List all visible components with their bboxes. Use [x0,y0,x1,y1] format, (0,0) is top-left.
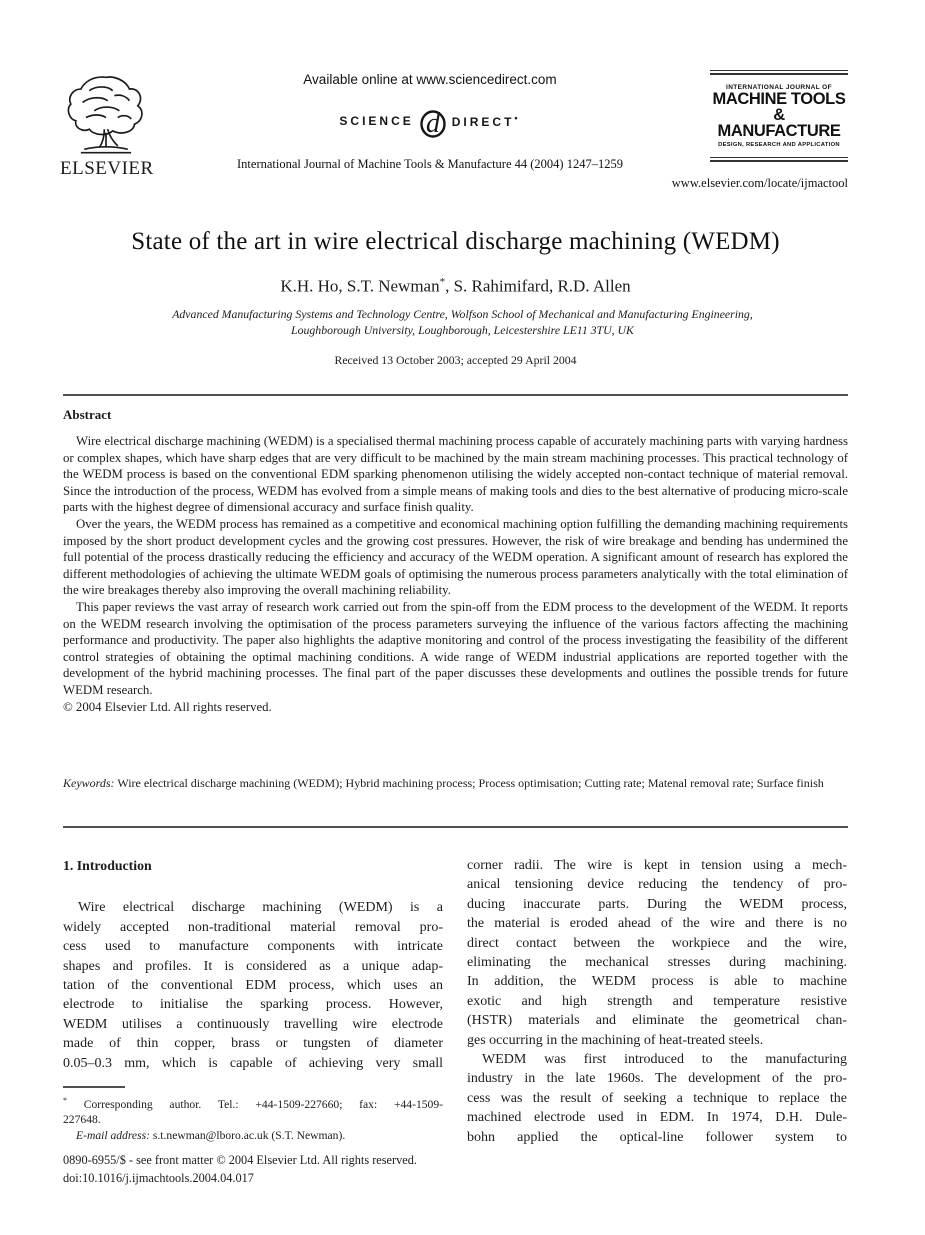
sciencedirect-logo [130,103,730,139]
svg-text:d: d [425,108,440,139]
footnote-email-line [63,1128,443,1144]
body-text-line: electrode to initialise the sparking process. However, [63,997,443,1013]
body-text-line: cess was the result of seeking a technique to replace the [467,1090,847,1106]
journal-box-kicker: INTERNATIONAL JOURNAL OF [725,84,833,91]
abstract-top-rule [63,394,848,396]
email-label: E-mail address: [76,1129,150,1143]
sciencedirect-d-icon [418,103,448,139]
right-column [467,856,847,1147]
body-text-line: Wire electrical discharge machining (WEDM) is a [78,900,443,916]
elsevier-wordmark: ELSEVIER [60,158,154,179]
body-text-line: WEDM utilises a continuously travelling wire electrode [63,1016,443,1032]
science-wordmark: SCIENCE [339,114,414,128]
body-text-line: made of thin copper, brass or tungsten of diameter [63,1036,443,1052]
affiliation-line-2: Loughborough University, Loughborough, Leicestershire LE11 3TU, UK [291,323,634,337]
journal-box-top-rule [710,70,848,75]
abstract-heading: Abstract [63,407,112,422]
journal-citation: International Journal of Machine Tools & Manufacture 44 (2004) 1247–1259 [237,157,623,171]
section-heading-introduction: 1. Introduction [63,858,152,873]
keywords-bottom-rule [63,826,848,828]
body-text-line: ges occurring in the machining of heat-treated steels. [467,1032,764,1048]
keywords-block [63,775,848,792]
corresponding-author-asterisk: * [439,276,446,288]
registered-bullet: • [514,113,521,123]
body-text-line: bohn applied the optical-line follower system to [467,1129,847,1145]
body-text-line: WEDM was first introduced to the manufacturing [482,1052,847,1068]
footnote-rule [63,1086,125,1088]
keywords-label: Keywords: [63,776,115,790]
issn-copyright-line: 0890-6955/$ - see front matter © 2004 Elsevier Ltd. All rights reserved. [63,1153,417,1167]
footnote-line-2: 227648. [63,1113,101,1127]
abstract-body [63,433,848,715]
keywords-text: Wire electrical discharge machining (WEDM); Hybrid machining process; Process optimisation; Cutting rate; Matenal removal rate; Surface finish [114,776,824,790]
left-column-text [63,898,443,1073]
footnote-asterisk: * [63,1096,67,1105]
journal-box-subtitle: DESIGN, RESEARCH AND APPLICATION [718,142,840,148]
copyright-line: © 2004 Elsevier Ltd. All rights reserved. [63,699,272,714]
body-text-line: tation of the conventional EDM process, which uses an [63,978,443,994]
body-text-line: the material is eroded ahead of the wire and there is no [467,916,847,932]
abstract-paragraph-2: Over the years, the WEDM process has remained as a competitive and economical machining option fulfilling the demanding machining requirements imposed by the short product development cycles and the growing cost pressures. However, the risk of wire breakage and bending has undermined the full potential of the process drastically reducing the efficiency and accuracy of the WEDM operation. A significant amount of research has explored the different methodologies of achieving the ultimate WEDM goals of optimising the numerous process parameters analytically with the total elimination of the wire breakages thereby also improving the overall machining reliability. [63,516,848,598]
right-column-text [467,856,847,1147]
page-title: State of the art in wire electrical discharge machining (WEDM) [131,228,780,255]
journal-website-link: www.elsevier.com/locate/ijmactool [671,176,848,190]
body-text-line: direct contact between the workpiece and the wire, [467,935,847,951]
abstract-paragraph-3: This paper reviews the vast array of research work carried out from the spin-off from the EDM process to the development of the WEDM. It reports on the WEDM research involving the optimisation of the process parameters surveying the influence of the various factors affecting the machining performance and productivity. The paper also highlights the adaptive monitoring and control of the process investigating the feasibility of the different control strategies of obtaining the optimal machining conditions. A wide range of WEDM industrial applications are reported together with the development of the hybrid machining processes. The final part of the paper discusses these developments and outlines the possible trends for future WEDM research. [63,599,848,697]
body-text-line: cess used to manufacture components with intricate [63,939,443,955]
abstract-paragraph-1: Wire electrical discharge machining (WEDM) is a specialised thermal machining process capable of accurately machining parts with varying hardness or complex shapes, which have sharp edges that are very difficult to be machined by the main stream machining processes. This practical technology of the WEDM process is based on the conventional EDM sparking phenomenon utilising the widely accepted non-contact technique of material removal. Since the introduction of the process, WEDM has evolved from a simple means of making tools and dies to the best alternative of producing micro-scale parts with the highest degree of dimensional accuracy and surface finish quality. [63,434,848,515]
body-text-line: anical tensioning device reducing the tendency of pro- [467,877,847,893]
body-text-line: machined electrode used in EDM. In 1974, D.H. Dule- [467,1110,847,1126]
affiliation-line-1: Advanced Manufacturing Systems and Technology Centre, Wolfson School of Mechanical and Manufacturing Engineering, [172,307,753,321]
body-text-line: eliminating the mechanical stresses during machining. [467,955,847,971]
body-text-line: widely accepted non-traditional material removal pro- [63,919,443,935]
footnote-line-1: * Corresponding author. Tel.: +44-1509-227660; fax: +44-1509- [63,1096,443,1111]
body-text-line: ducing inaccurate parts. During the WEDM process, [467,896,847,912]
journal-box-title-2: & MANUFACTURE [717,106,841,140]
available-online-text: Available online at www.sciencedirect.com [303,72,557,87]
body-text-line: shapes and profiles. It is considered as a unique adap- [63,958,443,974]
body-text-line: (HSTR) materials and eliminate the geometrical chan- [467,1013,847,1029]
journal-cover-box [710,70,848,162]
page-footer [63,1152,563,1187]
email-address: s.t.newman@lboro.ac.uk (S.T. Newman). [149,1129,346,1143]
body-text-line: 0.05–0.3 mm, which is capable of achieving very small [63,1055,443,1071]
body-text-line: exotic and high strength and temperature resistive [467,993,847,1009]
received-dates: Received 13 October 2003; accepted 29 April 2004 [334,353,577,367]
body-text-line: corner radii. The wire is kept in tension using a mech- [467,858,847,873]
journal-box-bottom-rule [710,157,848,162]
authors-line: K.H. Ho, S.T. Newman*, S. Rahimifard, R.D. Allen [280,276,631,296]
journal-box-title-1: MACHINE TOOLS [712,90,846,108]
header-center [130,72,730,139]
body-text-line: In addition, the WEDM process is able to machine [467,974,847,990]
affiliation [40,306,885,338]
corresponding-author-footnote [63,1086,443,1144]
doi-line: doi:10.1016/j.ijmachtools.2004.04.017 [63,1170,254,1185]
direct-wordmark: DIRECT• [451,113,521,129]
body-text-line: industry in the late 1960s. The development of the pro- [467,1071,847,1087]
